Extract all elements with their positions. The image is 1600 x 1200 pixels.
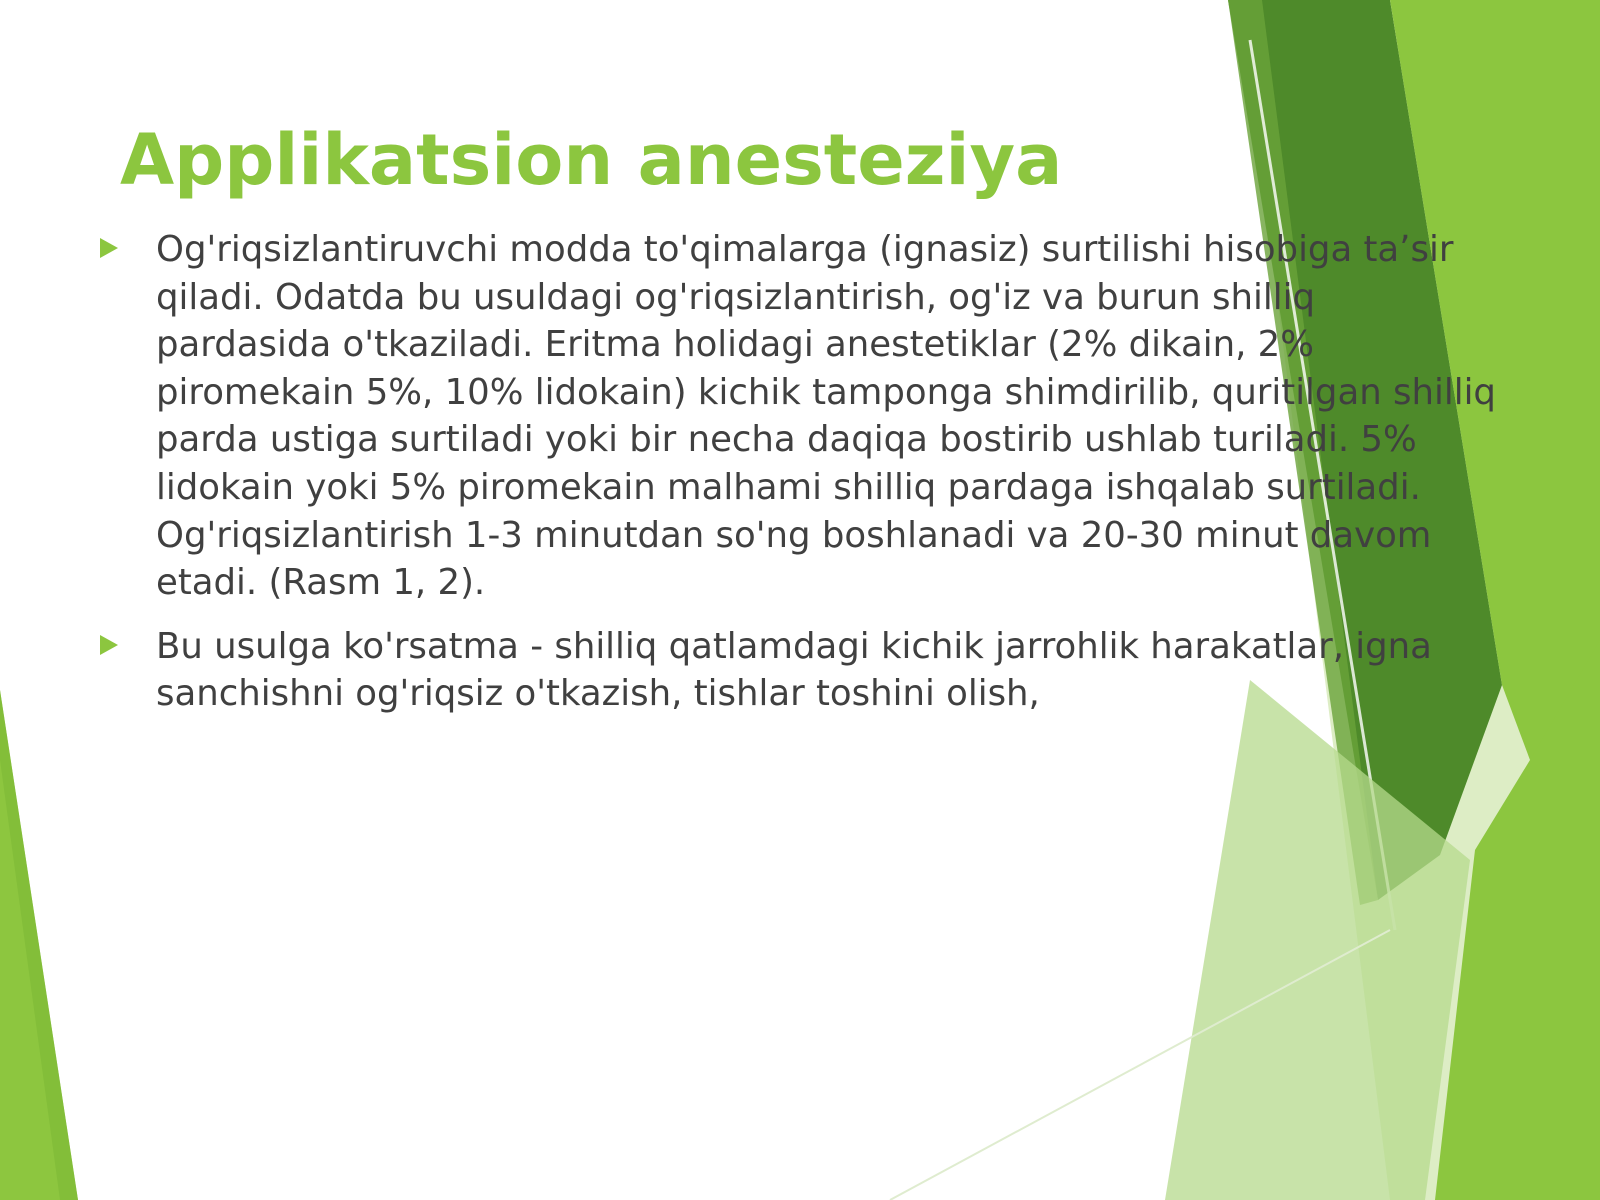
slide-title: Applikatsion anesteziya	[120, 119, 1063, 201]
bullet-text: Og'riqsizlantiruvchi modda to'qimalarga (ignasiz) surtilishi hisobiga ta’sir qiladi. Odatda bu usuldagi og'riqsizlantirish, og'iz va burun shilliq pardasida o'tkaziladi. Eritma holidagi anestetiklar (2% dikain, 2% piromekain 5%, 10% lidokain) kichik tamponga shimdirilib, quritilgan shilliq parda ustiga surtiladi yoki bir necha daqiqa bostirib ushlab turiladi. 5% lidokain yoki 5% piromekain malhami shilliq pardaga ishqalab surtiladi. Og'riqsizlantirish 1-3 minutdan so'ng boshlanadi va 20-30 minut davom etadi. (Rasm 1, 2).	[156, 229, 1496, 604]
bullet-text: Bu usulga ko'rsatma - shilliq qatlamdagi kichik jarrohlik harakatlar, igna sanchishni og'riqsiz o'tkazish, tishlar toshini olish,	[156, 625, 1432, 715]
bullet-item	[96, 623, 1496, 718]
bullet-item	[96, 226, 1496, 607]
bullet-list	[96, 226, 1496, 734]
triangle-bullet-icon	[100, 238, 118, 258]
triangle-bullet-icon	[100, 635, 118, 655]
